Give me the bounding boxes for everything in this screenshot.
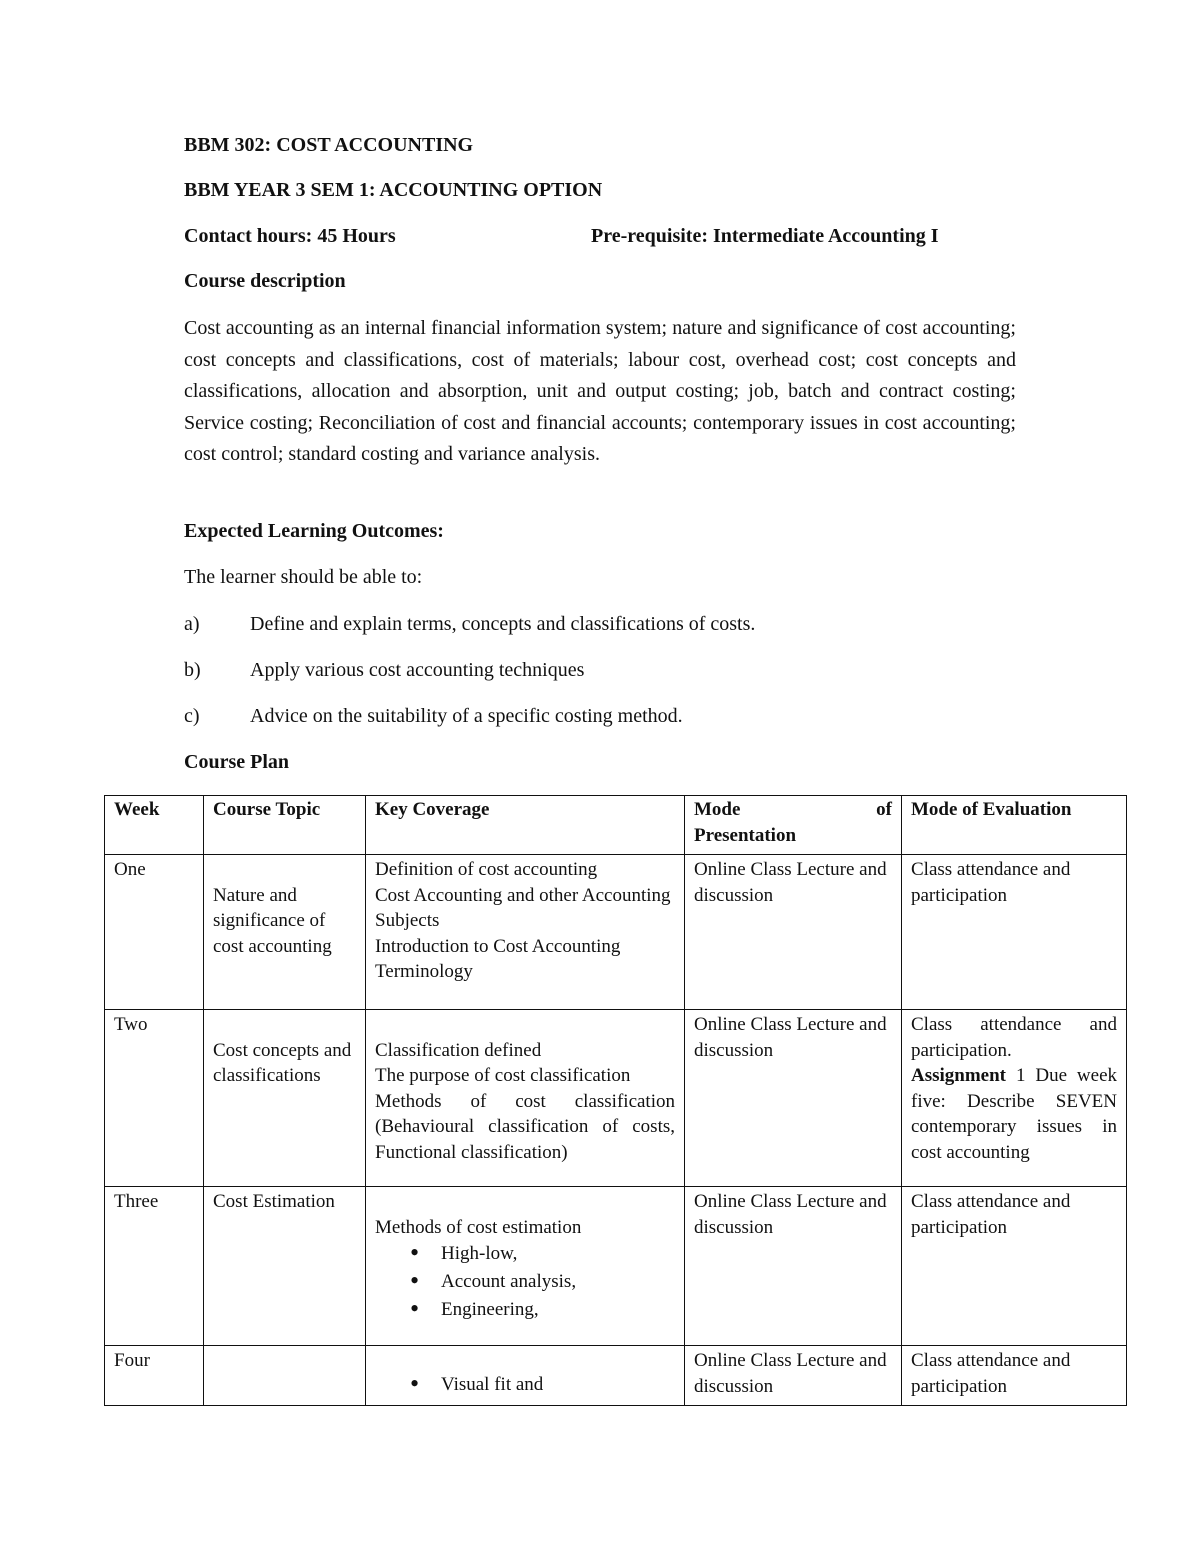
col-mode (685, 796, 902, 855)
week-cell: Three (105, 1187, 204, 1346)
evaluation-cell: Class attendance and participation (902, 1346, 1127, 1406)
assignment-text: 1 Due week five: Describe SEVEN contemporary issues in cost accounting (911, 1065, 1118, 1163)
coverage-cell (366, 1187, 685, 1346)
coverage-cell (366, 1346, 685, 1406)
plan-heading: Course Plan (184, 751, 289, 773)
outcomes-heading: Expected Learning Outcomes: (184, 520, 444, 542)
topic-cell (204, 1346, 366, 1406)
coverage-line: Introduction to Cost Accounting Terminology (375, 935, 621, 982)
coverage-line: Cost Accounting and other Accounting Subjects (375, 884, 671, 931)
coverage-line: Definition of cost accounting (375, 859, 598, 880)
outcome-label: b) (184, 659, 201, 681)
evaluation-cell: Class attendance and participation (902, 1187, 1127, 1346)
coverage-line: The purpose of cost classification (375, 1065, 631, 1086)
coverage-line: Methods of cost estimation (375, 1216, 582, 1238)
outcome-text: Advice on the suitability of a specific costing method. (250, 705, 683, 727)
outcome-text: Define and explain terms, concepts and classifications of costs. (250, 613, 756, 635)
week-cell: Two (105, 1010, 204, 1187)
prerequisite: Pre-requisite: Intermediate Accounting I (591, 225, 939, 247)
list-item: • High-low, (441, 1240, 675, 1268)
coverage-line: Classification defined (375, 1039, 542, 1061)
list-item: • Engineering, (441, 1296, 675, 1324)
assignment-note (911, 1063, 1117, 1165)
table-row (105, 1187, 1127, 1346)
course-title: BBM 302: COST ACCOUNTING (184, 134, 474, 156)
col-evaluation: Mode of Evaluation (902, 796, 1127, 855)
col-mode-presentation: Presentation (694, 824, 797, 846)
outcomes-intro: The learner should be able to: (184, 566, 423, 588)
col-week: Week (105, 796, 204, 855)
topic-cell (204, 1010, 366, 1187)
table-row (105, 1346, 1127, 1406)
outcome-label: c) (184, 705, 200, 727)
description-heading: Course description (184, 270, 346, 292)
col-coverage: Key Coverage (366, 796, 685, 855)
table-header-row (105, 796, 1127, 855)
week-cell: One (105, 855, 204, 1010)
mode-cell: Online Class Lecture and discussion (685, 855, 902, 1010)
method-list (375, 1240, 675, 1324)
outcome-label: a) (184, 613, 200, 635)
course-plan-table (104, 795, 1127, 1406)
coverage-line: Methods of cost classification (Behavioural classification of costs, Functional classification) (375, 1090, 675, 1163)
topic-text: Cost concepts and classifications (213, 1039, 352, 1086)
evaluation-text: Class attendance and participation. (911, 1014, 1117, 1061)
topic-cell: Cost Estimation (204, 1187, 366, 1346)
mode-cell: Online Class Lecture and discussion (685, 1346, 902, 1406)
coverage-cell (366, 855, 685, 1010)
topic-cell (204, 855, 366, 1010)
col-topic: Course Topic (204, 796, 366, 855)
contact-hours: Contact hours: 45 Hours (184, 225, 396, 247)
year-semester: BBM YEAR 3 SEM 1: ACCOUNTING OPTION (184, 179, 603, 201)
mode-cell: Online Class Lecture and discussion (685, 1187, 902, 1346)
method-list (375, 1371, 675, 1399)
outcome-text: Apply various cost accounting techniques (250, 659, 585, 681)
topic-text: Nature and significance of cost accounting (213, 884, 332, 957)
table-row (105, 855, 1127, 1010)
evaluation-cell: Class attendance and participation (902, 855, 1127, 1010)
list-item: • Account analysis, (441, 1268, 675, 1296)
mode-cell: Online Class Lecture and discussion (685, 1010, 902, 1187)
week-cell: Four (105, 1346, 204, 1406)
description-text: Cost accounting as an internal financial information system; nature and significance of cost accounting; cost concepts and classifications, cost of materials; labour cost, overhead cost; cost concepts and classifications, allocation and absorption, unit and output costing; job, batch and contract costing; Service costing; Reconciliation of cost and financial accounts; contemporary issues in cost accounting; cost control; standard costing and variance analysis. (184, 317, 1016, 466)
table-row (105, 1010, 1127, 1187)
col-mode-of: of (876, 799, 892, 820)
assignment-label: Assignment (911, 1065, 1007, 1086)
col-mode-word: Mode (694, 799, 741, 820)
list-item: • Visual fit and (441, 1371, 675, 1399)
coverage-cell (366, 1010, 685, 1187)
evaluation-cell (902, 1010, 1127, 1187)
